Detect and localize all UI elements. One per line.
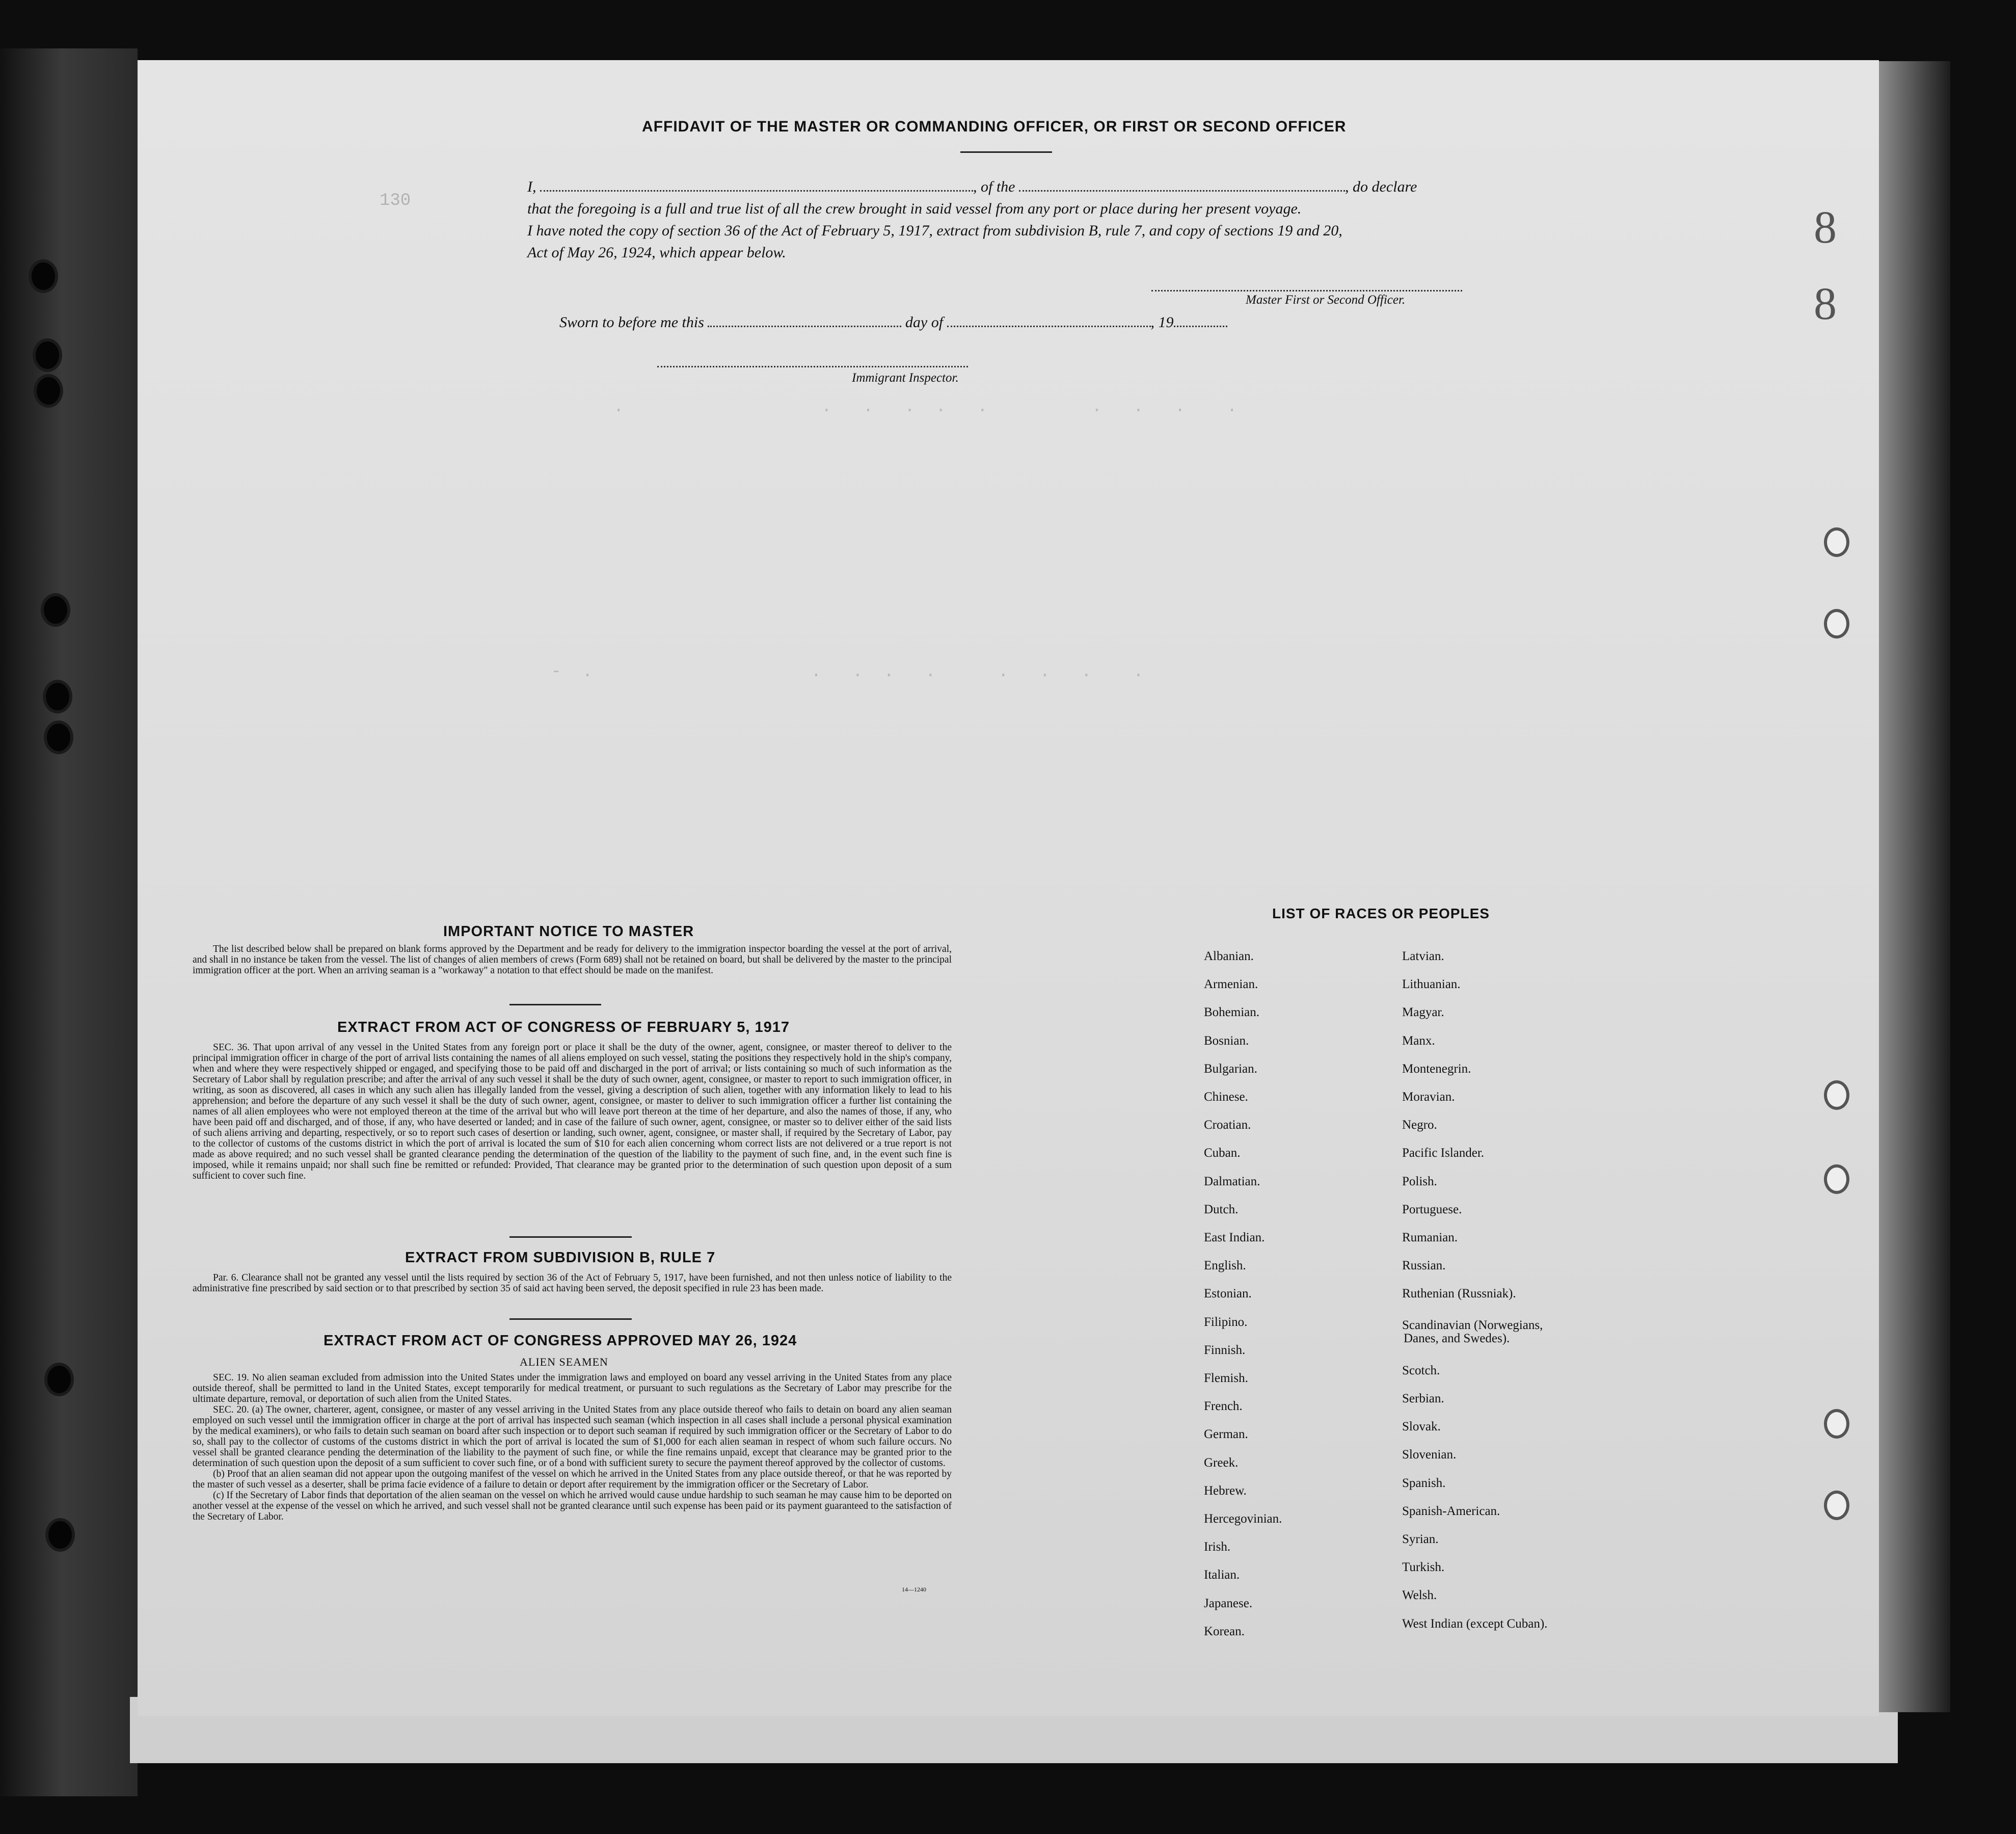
race-item: Croatian. [1204, 1118, 1251, 1132]
punch-hole [48, 1521, 72, 1549]
punch-hole [44, 596, 67, 624]
race-item: Manx. [1402, 1034, 1435, 1048]
race-item: Bosnian. [1204, 1034, 1249, 1048]
race-item: Welsh. [1402, 1588, 1437, 1602]
race-item: Filipino. [1204, 1315, 1248, 1329]
race-item: Spanish. [1402, 1476, 1446, 1490]
section-20c-paragraph: (c) If the Secretary of Labor finds that deportation of the alien seaman on the vessel on which he arrived would cause undue hardship to such seaman he may cause him to be deported on another vessel at the expense of the vessel on which he arrived, and such vessel shall not be granted clearance until such expense has been paid or its payment guaranteed to the satisfaction of the Secretary of Labor. [193, 1490, 952, 1522]
sworn-year-field[interactable] [1174, 325, 1227, 327]
race-item: Japanese. [1204, 1597, 1253, 1610]
bleed-through-text: . . . . . . . . . . [509, 397, 1238, 417]
punch-hole [36, 341, 59, 369]
race-item: Syrian. [1402, 1532, 1439, 1546]
race-item: Dalmatian. [1204, 1175, 1260, 1188]
race-item: Bohemian. [1204, 1005, 1260, 1019]
reinforcement-ring [1824, 1080, 1849, 1110]
sworn-day-field[interactable] [708, 325, 901, 327]
race-item: Bulgarian. [1204, 1062, 1257, 1076]
punch-hole [37, 377, 60, 405]
affidavit-text-line-3: Act of May 26, 1924, which appear below. [527, 244, 786, 261]
race-item: Cuban. [1204, 1146, 1241, 1160]
punch-hole [46, 683, 69, 710]
race-item: Russian. [1402, 1259, 1446, 1272]
race-item: Rumanian. [1402, 1231, 1458, 1244]
race-item: Danes, and Swedes). [1404, 1332, 1510, 1345]
master-signature-label: Master First or Second Officer. [1246, 293, 1406, 307]
reinforcement-ring [1824, 1164, 1849, 1194]
extract-1924-text [193, 1372, 952, 1522]
punch-hole [47, 1366, 71, 1393]
race-item: Magyar. [1402, 1005, 1444, 1019]
affidavit-text-line-2: I have noted the copy of section 36 of the Act of February 5, 1917, extract from subdivision B, rule 7, and copy of sections 19 and 20, [527, 222, 1342, 239]
reinforcement-ring [1824, 1409, 1849, 1439]
extract-1924-title: EXTRACT FROM ACT OF CONGRESS APPROVED MAY 26, 1924 [324, 1333, 797, 1349]
race-item: Ruthenian (Russniak). [1402, 1287, 1516, 1300]
race-item: Italian. [1204, 1568, 1240, 1582]
inspector-label: Immigrant Inspector. [852, 371, 959, 385]
race-item: Finnish. [1204, 1343, 1246, 1357]
alien-seamen-subtitle: ALIEN SEAMEN [520, 1355, 608, 1368]
i-label: I, [527, 178, 536, 195]
reinforcement-ring [1824, 1491, 1849, 1520]
race-item: Negro. [1402, 1118, 1437, 1132]
punch-hole [32, 262, 55, 290]
handwritten-mark: 8 [1814, 202, 1837, 253]
bleed-through-text: - . . . . . . . . . [509, 662, 1144, 682]
race-item: Hebrew. [1204, 1484, 1247, 1498]
underlying-sheet-right-edge [1879, 61, 1950, 1712]
extract-1917-text [193, 1042, 952, 1181]
race-item: Greek. [1204, 1456, 1239, 1470]
day-of-label: day of [905, 314, 944, 331]
race-item: Slovenian. [1402, 1448, 1457, 1461]
race-item: Portuguese. [1402, 1203, 1462, 1216]
race-item: Scotch. [1402, 1364, 1440, 1377]
extract-1917-title: EXTRACT FROM ACT OF CONGRESS OF FEBRUARY 5, 1917 [337, 1019, 790, 1035]
race-item: Slovak. [1402, 1420, 1441, 1433]
section-36-paragraph: SEC. 36. That upon arrival of any vessel in the United States from any foreign port or place it shall be the duty of the owner, agent, consignee, or master thereof to deliver to the principal immigration officer in charge of the port of arrival lists containing the names of all aliens employed on such vessel, stating the positions they respectively hold in the ship's company, when and where they were respectively shipped or engaged, and specifying those to be paid off and discharged in the port of arrival; or lists containing so much of such information as the Secretary of Labor shall by regulation prescribe; and after the arrival of any such vessel it shall be the duty of such owner, agent, consignee, or master to report to such immigration officer, in writing, as soon as discovered, all cases in which any such alien has illegally landed from the vessel, giving a description of such alien, together with any information likely to lead to his apprehension; and before the departure of any such vessel it shall be the duty of such owner, agent, consignee, or master to deliver to such immigration officer a further list containing the names of all alien employees who were not employed thereon at the time of the arrival but who will leave port thereon at the time of her departure, and also the names of those, if any, who have been paid off and discharged, and of those, if any, who have deserted or landed; and in case of the failure of such owner, agent, consignee, or master so to deliver either of the said lists of such aliens arriving and departing, respectively, or so to report such cases of desertion or landing, such owner, agent, consignee, or master shall, if required by the Secretary of Labor, pay to the collector of customs of the customs district in which the port of arrival is located the sum of $10 for each alien concerning whom correct lists are not delivered or a true report is not made as above required; and no such vessel shall be granted clearance pending the determination of the question of the liability to the payment of such fine, and, in the event such fine is imposed, while it remains unpaid; nor shall such fine be remitted or refunded: Provided, That clearance may be granted prior to the determination of such question upon deposit of a sum sufficient to cover such fine. [193, 1042, 952, 1181]
affidavit-title: AFFIDAVIT OF THE MASTER OR COMMANDING OFFICER, OR FIRST OR SECOND OFFICER [642, 118, 1347, 135]
section-20a-paragraph: SEC. 20. (a) The owner, charterer, agent, consignee, or master of any vessel arriving in the United States from any place outside thereof who fails to detain on board any alien seaman employed on such vessel until the immigration officer in charge at the port of arrival has inspected such seaman (which inspection in all cases shall include a personal physical examination by the medical examiners), or who fails to detain such seaman on board after such inspection or to deport such seaman if required by such immigration officer or the Secretary of Labor to do so, shall pay to the collector of customs of the customs district in which the port of arrival is located the sum of $1,000 for each alien seaman in respect of whom such failure occurs. No vessel shall be granted clearance pending the determination of the liability to the payment of such fine, or while the fine remains unpaid, except that clearance may be granted prior to the determination of such question upon the deposit of a sum sufficient to cover such fine, or of a bond with sufficient surety to secure the payment thereof approved by the collector of customs. [193, 1404, 952, 1469]
race-item: Pacific Islander. [1402, 1146, 1485, 1160]
notice-title: IMPORTANT NOTICE TO MASTER [443, 923, 694, 940]
divider [509, 1318, 632, 1320]
race-item: English. [1204, 1259, 1246, 1272]
race-item: Albanian. [1204, 949, 1254, 963]
reinforcement-ring [1824, 609, 1849, 639]
race-item: Turkish. [1402, 1560, 1445, 1574]
do-declare-label: , do declare [1345, 178, 1417, 195]
race-item: German. [1204, 1427, 1248, 1441]
vessel-field[interactable] [1019, 190, 1345, 192]
affidavit-declaration-line [527, 178, 1417, 196]
race-item: Hercegovinian. [1204, 1512, 1282, 1526]
race-item: Lithuanian. [1402, 977, 1461, 991]
inspector-signature-field[interactable] [657, 365, 968, 367]
divider [509, 1004, 601, 1005]
race-item: French. [1204, 1399, 1243, 1413]
reinforcement-ring [1824, 527, 1849, 557]
race-item: Latvian. [1402, 949, 1444, 963]
race-item: Dutch. [1204, 1203, 1239, 1216]
handwritten-mark: 8 [1814, 279, 1837, 329]
page-number: 130 [380, 191, 411, 210]
divider [960, 151, 1052, 153]
sworn-line [559, 314, 1227, 331]
race-item: Flemish. [1204, 1371, 1248, 1385]
extract-rule7-text [193, 1272, 952, 1294]
race-item: Scandinavian (Norwegians, [1402, 1318, 1543, 1332]
binder-strip [0, 48, 138, 1796]
master-signature-field[interactable] [1151, 289, 1462, 291]
section-20b-paragraph: (b) Proof that an alien seaman did not appear upon the outgoing manifest of the vessel on which he arrived in the United States from any place outside thereof, or that he was reported by the master of such vessel as a deserter, shall be prima facie evidence of a failure to detain or deport after requirement by the immigration officer or the Secretary of Labor. [193, 1469, 952, 1490]
race-item: Estonian. [1204, 1287, 1252, 1300]
affidavit-text-line-1: that the foregoing is a full and true list of all the crew brought in said vessel from any port or place during her present voyage. [527, 200, 1302, 217]
sworn-month-field[interactable] [947, 325, 1151, 327]
race-item: West Indian (except Cuban). [1402, 1617, 1548, 1631]
race-item: East Indian. [1204, 1231, 1265, 1244]
form-number: 14—1240 [902, 1586, 926, 1593]
of-the-label: , of the [973, 178, 1015, 195]
race-item: Armenian. [1204, 977, 1258, 991]
race-item: Irish. [1204, 1540, 1231, 1554]
divider [509, 1236, 632, 1238]
race-item: Serbian. [1402, 1392, 1444, 1405]
race-item: Chinese. [1204, 1090, 1248, 1104]
races-title: LIST OF RACES OR PEOPLES [1272, 906, 1490, 921]
extract-rule7-title: EXTRACT FROM SUBDIVISION B, RULE 7 [405, 1250, 716, 1266]
race-item: Montenegrin. [1402, 1062, 1471, 1076]
sworn-label: Sworn to before me this [559, 314, 704, 331]
notice-text [193, 944, 952, 976]
section-19-paragraph: SEC. 19. No alien seaman excluded from admission into the United States under the immigration laws and employed on board any vessel arriving in the United States from any place outside thereof, shall be permitted to land in the United States, except temporarily for medical treatment, or pursuant to such regulations as the Secretary of Labor may prescribe for the ultimate departure, removal, or deportation of such alien from the United States. [193, 1372, 952, 1404]
name-field[interactable] [540, 190, 973, 192]
punch-hole [47, 724, 70, 751]
race-item: Polish. [1402, 1175, 1437, 1188]
race-item: Spanish-American. [1402, 1504, 1500, 1518]
par-6-paragraph: Par. 6. Clearance shall not be granted any vessel until the lists required by section 36 of the Act of February 5, 1917, have been furnished, and not then unless notice of liability to the administrative fine prescribed by said section or to that prescribed by section 35 of said act having been served, the deposit specified in rule 23 has been made. [193, 1272, 952, 1294]
race-item: Moravian. [1402, 1090, 1455, 1104]
notice-paragraph: The list described below shall be prepared on blank forms approved by the Department and be ready for delivery to the immigration inspector boarding the vessel at the port of arrival, and shall in no instance be taken from the vessel. The list of changes of alien members of crews (Form 689) shall not be retained on board, but shall be delivered by the master to the principal immigration officer at the port. When an arriving seaman is a "workaway" a notation to that effect should be made on the manifest. [193, 944, 952, 976]
year-prefix: , 19 [1150, 314, 1174, 331]
race-item: Korean. [1204, 1625, 1245, 1638]
